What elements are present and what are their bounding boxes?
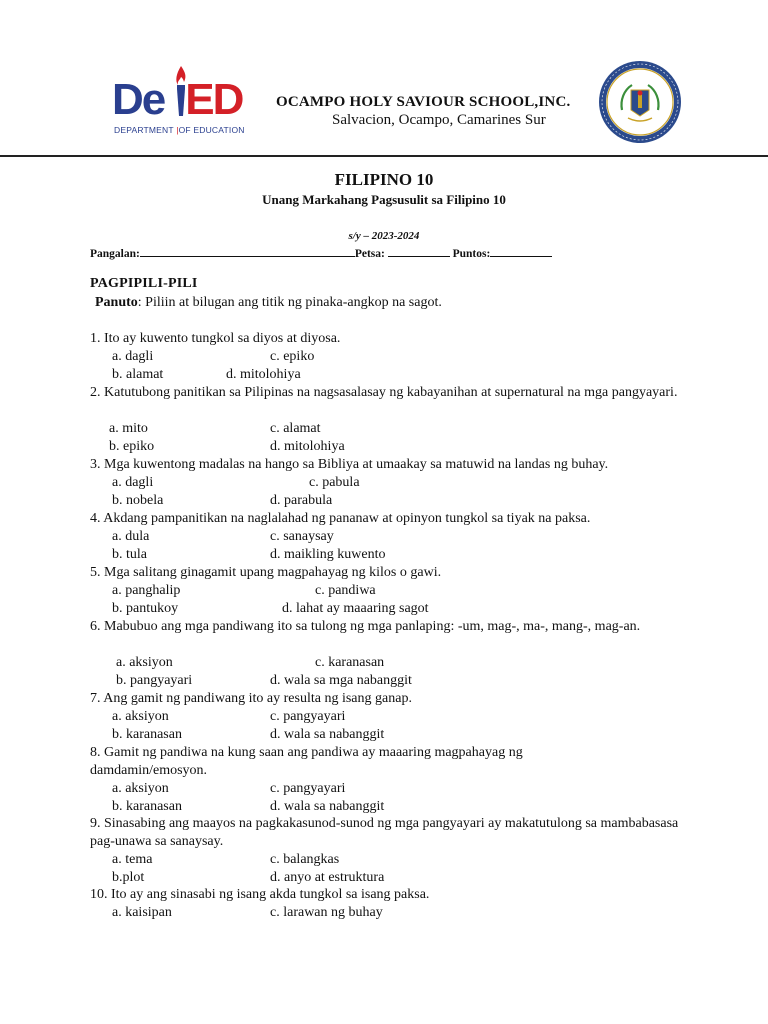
school-seal-icon [598,60,682,144]
school-year: s/y – 2023-2024 [348,230,420,242]
option-b[interactable]: b. pantukoy [112,601,179,616]
option-b[interactable]: b.plot [112,870,145,885]
option-c[interactable]: c. epiko [270,349,315,364]
question-text: 1. Ito ay kuwento tungkol sa diyos at diyosa. [90,331,341,346]
question-3 [90,456,680,508]
option-c[interactable]: c. sanaysay [270,529,334,544]
question-text: 2. Katutubong panitikan sa Pilipinas na nagsasalasay ng kabayanihan at supernatural na mga pangyayari. [90,385,678,400]
option-d[interactable]: d. wala sa nabanggit [270,727,385,742]
option-a[interactable]: a. aksiyon [112,781,169,796]
option-c[interactable]: c. pangyayari [270,709,346,724]
option-a[interactable]: a. panghalip [112,583,181,598]
question-4 [90,510,680,562]
deped-logo-subtitle: DEPARTMENT |OF EDUCATION [114,125,245,135]
score-label: Puntos: [452,248,491,260]
question-6 [90,618,680,688]
option-a[interactable]: a. dula [112,529,150,544]
option-c[interactable]: c. pandiwa [315,583,376,598]
date-label: Petsa: [354,248,385,260]
option-c[interactable]: c. alamat [270,421,321,436]
logo-sub-left: DEPARTMENT [114,125,174,135]
name-label: Pangalan: [90,248,140,260]
exam-title: FILIPINO 10 [334,170,434,189]
logo-sub-right: OF EDUCATION [178,125,245,135]
option-a[interactable]: a. tema [112,852,153,867]
school-name: OCAMPO HOLY SAVIOUR SCHOOL,INC. [276,94,571,110]
option-a[interactable]: a. mito [109,421,148,436]
option-a[interactable]: a. dagli [112,349,154,364]
question-9 [90,815,680,885]
option-d[interactable]: d. anyo at estruktura [270,870,385,885]
question-text: 4. Akdang pampanitikan na naglalahad ng pananaw at opinyon tungkol sa tiyak na paksa. [90,511,591,526]
option-a[interactable]: a. aksiyon [116,655,173,670]
question-7 [90,690,680,742]
option-b[interactable]: b. karanasan [112,799,182,814]
option-b[interactable]: b. pangyayari [116,673,193,688]
date-field[interactable] [388,245,450,257]
section-heading: PAGPIPILI-PILI [90,276,198,291]
logo-text-left: De [112,75,165,124]
option-c[interactable]: c. pangyayari [270,781,346,796]
torch-icon [171,64,191,120]
question-text: 7. Ang gamit ng pandiwang ito ay resulta ng isang ganap. [90,691,412,706]
option-b[interactable]: b. karanasan [112,727,182,742]
school-address: Salvacion, Ocampo, Camarines Sur [332,112,546,128]
option-c[interactable]: c. larawan ng buhay [270,905,383,920]
question-text: 10. Ito ay ang sinasabi ng isang akda tungkol sa isang paksa. [90,887,430,902]
question-text: 5. Mga salitang ginagamit upang magpahayag ng kilos o gawi. [90,565,442,580]
option-a[interactable]: a. aksiyon [112,709,169,724]
option-d[interactable]: d. maikling kuwento [270,547,386,562]
instruction-text: : Piliin at bilugan ang titik ng pinaka-angkop na sagot. [137,295,442,310]
option-c[interactable]: c. pabula [309,475,360,490]
option-b[interactable]: b. alamat [112,367,164,382]
question-text: 3. Mga kuwentong madalas na hango sa Bibliya at umaakay sa matuwid na landas ng buhay. [90,457,609,472]
question-1 [90,330,680,382]
question-10 [90,886,680,920]
option-d[interactable]: d. mitolohiya [270,439,345,454]
question-2 [90,384,680,454]
question-text: 9. Sinasabing ang maayos na pagkakasunod-sunod ng mga pangyayari ay makatutulong sa mambabasasa pag-unawa sa sanaysay. [90,816,679,849]
option-d[interactable]: d. parabula [270,493,333,508]
question-5 [90,564,680,616]
option-c[interactable]: c. karanasan [315,655,385,670]
option-a[interactable]: a. kaisipan [112,905,172,920]
score-field[interactable] [490,245,552,257]
option-b[interactable]: b. epiko [109,439,155,454]
option-c[interactable]: c. balangkas [270,852,340,867]
option-d[interactable]: d. mitolohiya [226,367,301,382]
question-text: 6. Mabubuo ang mga pandiwang ito sa tulong ng mga panlaping: -um, mag-, ma-, mang-, mag-an. [90,619,641,634]
exam-subtitle: Unang Markahang Pagsusulit sa Filipino 10 [262,192,506,207]
logo-text-right: ED [185,75,243,124]
option-b[interactable]: b. tula [112,547,147,562]
option-d[interactable]: d. lahat ay maaaring sagot [282,601,429,616]
student-info-fields [90,245,552,260]
header-divider [0,155,768,157]
instruction-label: Panuto [95,295,138,310]
question-8 [90,744,680,814]
option-b[interactable]: b. nobela [112,493,164,508]
deped-logo [112,62,262,138]
instructions [95,295,442,311]
question-text: 8. Gamit ng pandiwa na kung saan ang pandiwa ay maaaring magpahayag ng damdamin/emosyon. [90,745,523,778]
name-field[interactable] [140,245,355,257]
option-a[interactable]: a. dagli [112,475,154,490]
option-d[interactable]: d. wala sa nabanggit [270,799,385,814]
option-d[interactable]: d. wala sa mga nabanggit [270,673,412,688]
